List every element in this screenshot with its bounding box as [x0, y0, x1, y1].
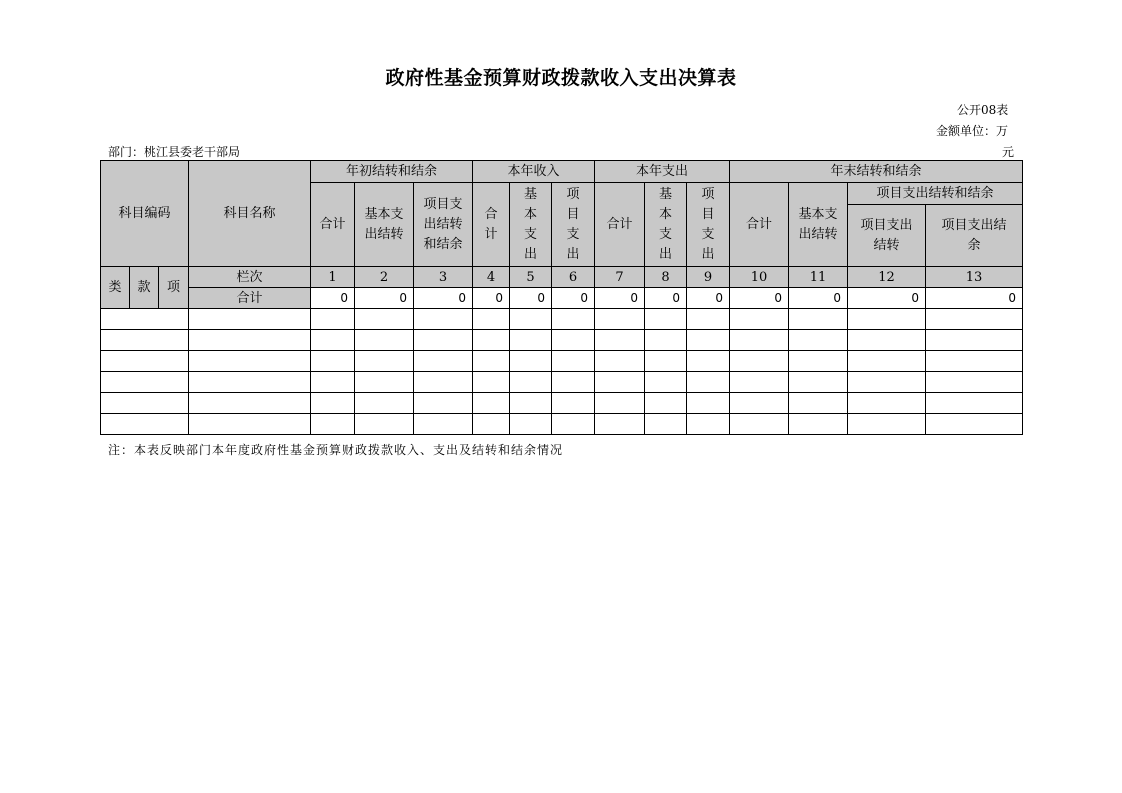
table-cell [510, 330, 552, 351]
header-kuan: 款 [130, 267, 159, 309]
column-number: 4 [473, 267, 510, 288]
header-expense-project [687, 183, 730, 267]
table-cell [645, 372, 687, 393]
table-cell [926, 309, 1023, 330]
table-cell [687, 351, 730, 372]
table-cell [510, 393, 552, 414]
table-cell [311, 309, 355, 330]
budget-table [100, 160, 1023, 435]
header-end-project-carry [848, 205, 926, 267]
table-cell [101, 330, 189, 351]
header-begin-project [414, 183, 473, 267]
table-cell [473, 393, 510, 414]
column-number: 8 [645, 267, 687, 288]
table-cell [552, 330, 595, 351]
table-cell [355, 309, 414, 330]
table-cell [189, 309, 311, 330]
table-cell [355, 414, 414, 435]
table-cell [510, 372, 552, 393]
table-cell [789, 414, 848, 435]
table-cell [687, 309, 730, 330]
table-cell [730, 351, 789, 372]
table-cell [552, 351, 595, 372]
table-cell [789, 330, 848, 351]
table-cell [730, 309, 789, 330]
table-cell [926, 393, 1023, 414]
header-subject-code: 科目编码 [101, 161, 189, 267]
sum-cell: 0 [730, 288, 789, 309]
table-row [101, 414, 1023, 435]
table-cell [414, 414, 473, 435]
blank-rows [101, 309, 1023, 435]
sum-cell: 0 [414, 288, 473, 309]
header-income-project [552, 183, 595, 267]
table-cell [101, 309, 189, 330]
header-subject-name: 科目名称 [189, 161, 311, 267]
table-cell [595, 393, 645, 414]
amount-unit: 金额单位：万 [936, 124, 1009, 138]
table-row [101, 393, 1023, 414]
table-cell [473, 372, 510, 393]
column-number: 6 [552, 267, 595, 288]
sum-cell: 0 [595, 288, 645, 309]
table-cell [414, 393, 473, 414]
table-cell [730, 414, 789, 435]
table-cell [311, 393, 355, 414]
sum-cell: 0 [355, 288, 414, 309]
form-number: 公开08表 [957, 103, 1009, 117]
row-index-label: 栏次 [189, 267, 311, 288]
table-cell [730, 372, 789, 393]
table-cell [730, 393, 789, 414]
header-begin-basic-carry-text: 基本支出结转 [364, 206, 404, 242]
table-cell [645, 330, 687, 351]
table-cell [414, 351, 473, 372]
column-number: 7 [595, 267, 645, 288]
table-cell [595, 330, 645, 351]
header-expense-group: 本年支出 [595, 161, 730, 183]
table-cell [552, 414, 595, 435]
table-row [101, 309, 1023, 330]
sum-row-label: 合计 [189, 288, 311, 309]
table-cell [355, 372, 414, 393]
amount-unit-suffix: 元 [1002, 145, 1015, 159]
table-cell [311, 372, 355, 393]
header-expense-total: 合计 [595, 183, 645, 267]
table-cell [687, 372, 730, 393]
header-income-group: 本年收入 [473, 161, 595, 183]
table-cell [789, 309, 848, 330]
department-label: 部门：桃江县委老干部局 [108, 145, 241, 159]
table-cell [473, 414, 510, 435]
sum-cell: 0 [473, 288, 510, 309]
table-cell [926, 330, 1023, 351]
sum-cell: 0 [311, 288, 355, 309]
table-cell [189, 330, 311, 351]
table-cell [645, 309, 687, 330]
table-cell [848, 393, 926, 414]
column-number: 11 [789, 267, 848, 288]
table-cell [311, 414, 355, 435]
header-begin-basic-carry [355, 183, 414, 267]
header-begin-project-text: 项目支出结转和结余 [423, 196, 463, 252]
table-cell [595, 351, 645, 372]
table-cell [926, 351, 1023, 372]
table-cell [189, 372, 311, 393]
table-cell [926, 372, 1023, 393]
sum-cell: 0 [510, 288, 552, 309]
column-number: 1 [311, 267, 355, 288]
header-lei: 类 [101, 267, 130, 309]
table-cell [730, 330, 789, 351]
table-cell [473, 351, 510, 372]
sum-cell: 0 [926, 288, 1023, 309]
table-cell [101, 351, 189, 372]
header-begin-group: 年初结转和结余 [311, 161, 473, 183]
column-number: 3 [414, 267, 473, 288]
table-cell [414, 309, 473, 330]
table-cell [510, 309, 552, 330]
header-income-project-text: 项目支出 [566, 186, 580, 262]
header-expense-project-text: 项目支出 [701, 186, 715, 262]
header-end-project-balance-text: 项目支出结余 [941, 217, 1007, 253]
table-cell [189, 414, 311, 435]
table-cell [355, 351, 414, 372]
column-number: 9 [687, 267, 730, 288]
header-end-project-carry-text: 项目支出结转 [860, 217, 913, 253]
table-cell [848, 414, 926, 435]
page-title: 政府性基金预算财政拨款收入支出决算表 [385, 67, 737, 89]
column-number: 12 [848, 267, 926, 288]
table-cell [926, 414, 1023, 435]
header-expense-basic-text: 基本支出 [658, 186, 672, 262]
sum-cell: 0 [789, 288, 848, 309]
table-cell [189, 351, 311, 372]
table-cell [101, 393, 189, 414]
table-cell [595, 414, 645, 435]
table-cell [687, 393, 730, 414]
sum-cell: 0 [848, 288, 926, 309]
table-cell [552, 393, 595, 414]
table-row [101, 330, 1023, 351]
header-income-total-text: 合计 [484, 206, 498, 242]
table-cell [595, 309, 645, 330]
column-number: 13 [926, 267, 1023, 288]
sum-cell: 0 [552, 288, 595, 309]
table-cell [473, 309, 510, 330]
header-begin-total: 合计 [311, 183, 355, 267]
table-cell [595, 372, 645, 393]
sum-cell: 0 [645, 288, 687, 309]
table-cell [355, 393, 414, 414]
column-number: 10 [730, 267, 789, 288]
sum-cell: 0 [687, 288, 730, 309]
header-end-group: 年末结转和结余 [730, 161, 1023, 183]
header-xiang: 项 [159, 267, 189, 309]
header-end-project-group: 项目支出结转和结余 [848, 183, 1023, 205]
table-cell [848, 372, 926, 393]
table-cell [789, 393, 848, 414]
table-row [101, 351, 1023, 372]
column-number: 2 [355, 267, 414, 288]
table-cell [645, 351, 687, 372]
table-cell [311, 351, 355, 372]
table-row [101, 372, 1023, 393]
table-cell [355, 330, 414, 351]
table-cell [848, 351, 926, 372]
table-cell [645, 393, 687, 414]
footnote: 注：本表反映部门本年度政府性基金预算财政拨款收入、支出及结转和结余情况 [108, 443, 564, 457]
header-income-total [473, 183, 510, 267]
column-number: 5 [510, 267, 552, 288]
table-cell [101, 414, 189, 435]
table-cell [510, 351, 552, 372]
table-cell [552, 309, 595, 330]
header-expense-basic [645, 183, 687, 267]
table-cell [687, 330, 730, 351]
table-cell [510, 414, 552, 435]
header-income-basic [510, 183, 552, 267]
header-end-project-balance [926, 205, 1023, 267]
table-cell [848, 309, 926, 330]
table-cell [848, 330, 926, 351]
table-cell [189, 393, 311, 414]
table-cell [414, 330, 473, 351]
table-cell [311, 330, 355, 351]
table-cell [789, 351, 848, 372]
header-end-basic-carry [789, 183, 848, 267]
header-end-basic-carry-text: 基本支出结转 [798, 206, 838, 242]
header-income-basic-text: 基本支出 [523, 186, 537, 262]
table-cell [414, 372, 473, 393]
table-cell [687, 414, 730, 435]
table-cell [552, 372, 595, 393]
table-cell [789, 372, 848, 393]
table-cell [645, 414, 687, 435]
table-cell [473, 330, 510, 351]
table-cell [101, 372, 189, 393]
header-end-total: 合计 [730, 183, 789, 267]
